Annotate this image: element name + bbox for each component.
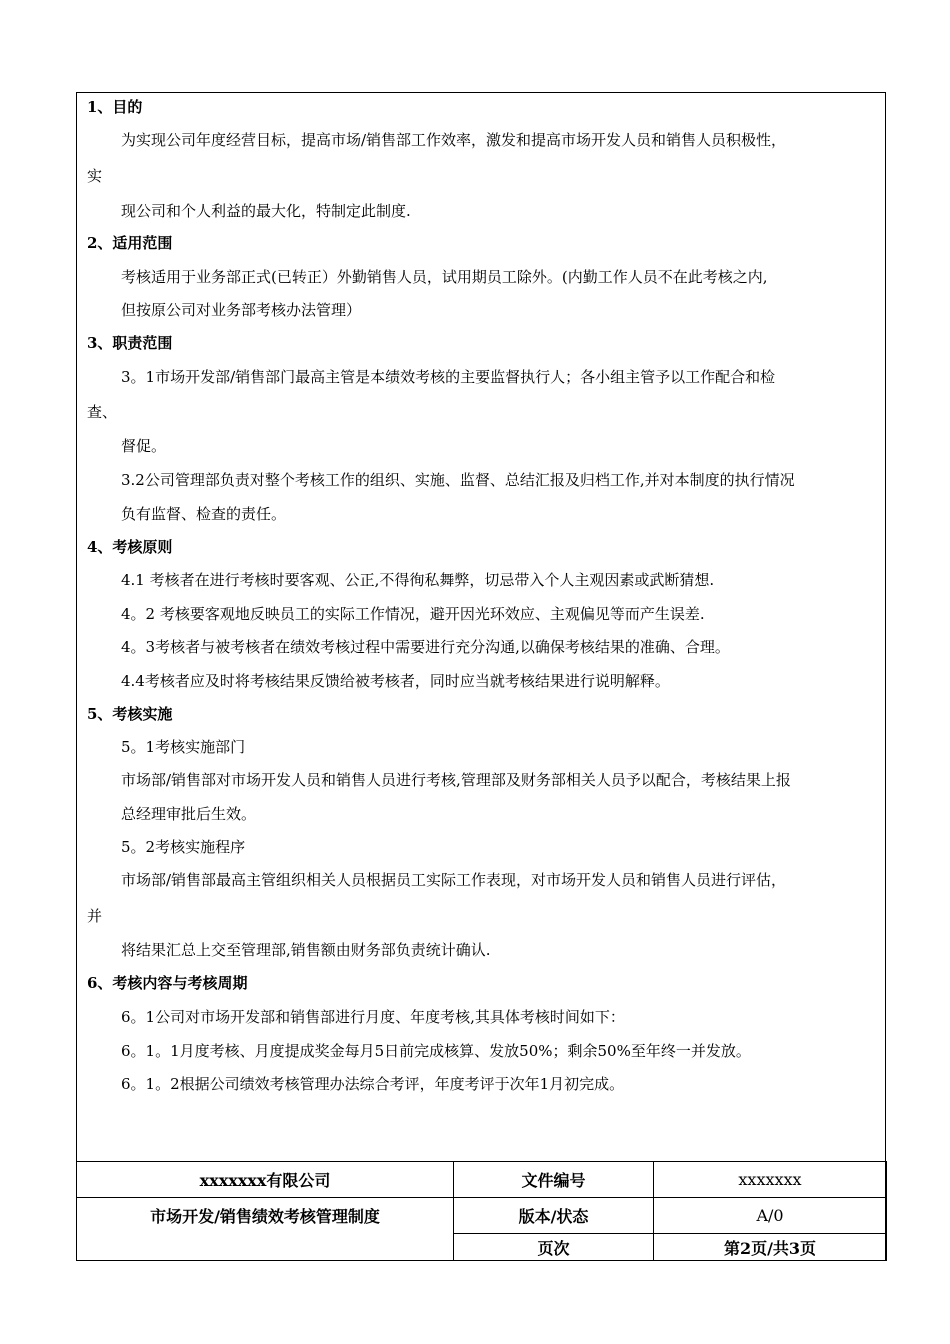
paragraph-line: 5。2考核实施程序 xyxy=(121,838,246,856)
paragraph-line: 市场部/销售部对市场开发人员和销售人员进行考核,管理部及财务部相关人员予以配合，考核结果上报 xyxy=(121,771,791,789)
paragraph-line: 并 xyxy=(87,907,103,925)
paragraph-line: 将结果汇总上交至管理部,销售额由财务部负责统计确认. xyxy=(121,941,491,959)
paragraph-line: 3。1市场开发部/销售部门最高主管是本绩效考核的主要监督执行人；各小组主管予以工作配合和检 xyxy=(121,368,776,386)
paragraph-line: 5。1考核实施部门 xyxy=(121,738,246,756)
paragraph-line: 考核适用于业务部正式(已转正）外勤销售人员，试用期员工除外。(内勤工作人员不在此考核之内, xyxy=(121,268,768,286)
paragraph-line: 负有监督、检查的责任。 xyxy=(121,505,287,523)
paragraph-line: 4。2 考核要客观地反映员工的实际工作情况，避开因光环效应、主观偏见等而产生误差. xyxy=(121,605,705,623)
paragraph-line: 督促。 xyxy=(121,437,167,455)
version-value: A/0 xyxy=(654,1198,887,1234)
document-footer-table xyxy=(76,1161,886,1261)
paragraph-line: 6。1公司对市场开发部和销售部进行月度、年度考核,其具体考核时间如下： xyxy=(121,1008,625,1026)
section-heading: 4、考核原则 xyxy=(87,538,173,556)
paragraph-line: 现公司和个人利益的最大化，特制定此制度. xyxy=(121,202,411,220)
file-number-label: 文件编号 xyxy=(454,1162,654,1198)
paragraph-line: 4.1 考核者在进行考核时要客观、公正,不得徇私舞弊，切忌带入个人主观因素或武断猜想. xyxy=(121,571,715,589)
paragraph-line: 查、 xyxy=(87,403,118,421)
document-frame xyxy=(76,92,886,1261)
section-heading: 2、适用范围 xyxy=(87,234,173,252)
page-label: 页次 xyxy=(454,1234,654,1261)
paragraph-line: 4。3考核者与被考核者在绩效考核过程中需要进行充分沟通,以确保考核结果的准确、合理。 xyxy=(121,638,730,656)
paragraph-line: 3.2公司管理部负责对整个考核工作的组织、实施、监督、总结汇报及归档工作,并对本制度的执行情况 xyxy=(121,471,795,489)
paragraph-line: 6。1。1月度考核、月度提成奖金每月5日前完成核算、发放50%；剩余50%至年终一并发放。 xyxy=(121,1042,751,1060)
page-number: 第2页/共3页 xyxy=(654,1234,887,1261)
company-name: xxxxxxx有限公司 xyxy=(77,1162,454,1198)
paragraph-line: 市场部/销售部最高主管组织相关人员根据员工实际工作表现，对市场开发人员和销售人员进行评估， xyxy=(121,871,787,889)
section-heading: 5、考核实施 xyxy=(87,705,173,723)
version-label: 版本/状态 xyxy=(454,1198,654,1234)
document-title: 市场开发/销售绩效考核管理制度 xyxy=(77,1198,454,1261)
section-heading: 6、考核内容与考核周期 xyxy=(87,974,248,992)
paragraph-line: 但按原公司对业务部考核办法管理） xyxy=(121,301,362,319)
paragraph-line: 总经理审批后生效。 xyxy=(121,805,257,823)
section-heading: 3、职责范围 xyxy=(87,334,173,352)
section-heading: 1、目的 xyxy=(87,98,143,116)
paragraph-line: 为实现公司年度经营目标，提高市场/销售部工作效率，激发和提高市场开发人员和销售人员积极性， xyxy=(121,131,787,149)
paragraph-line: 6。1。2根据公司绩效考核管理办法综合考评，年度考评于次年1月初完成。 xyxy=(121,1075,625,1093)
file-number-value: xxxxxxx xyxy=(654,1162,887,1198)
paragraph-line: 4.4考核者应及时将考核结果反馈给被考核者，同时应当就考核结果进行说明解释。 xyxy=(121,672,670,690)
paragraph-line: 实 xyxy=(87,167,103,185)
